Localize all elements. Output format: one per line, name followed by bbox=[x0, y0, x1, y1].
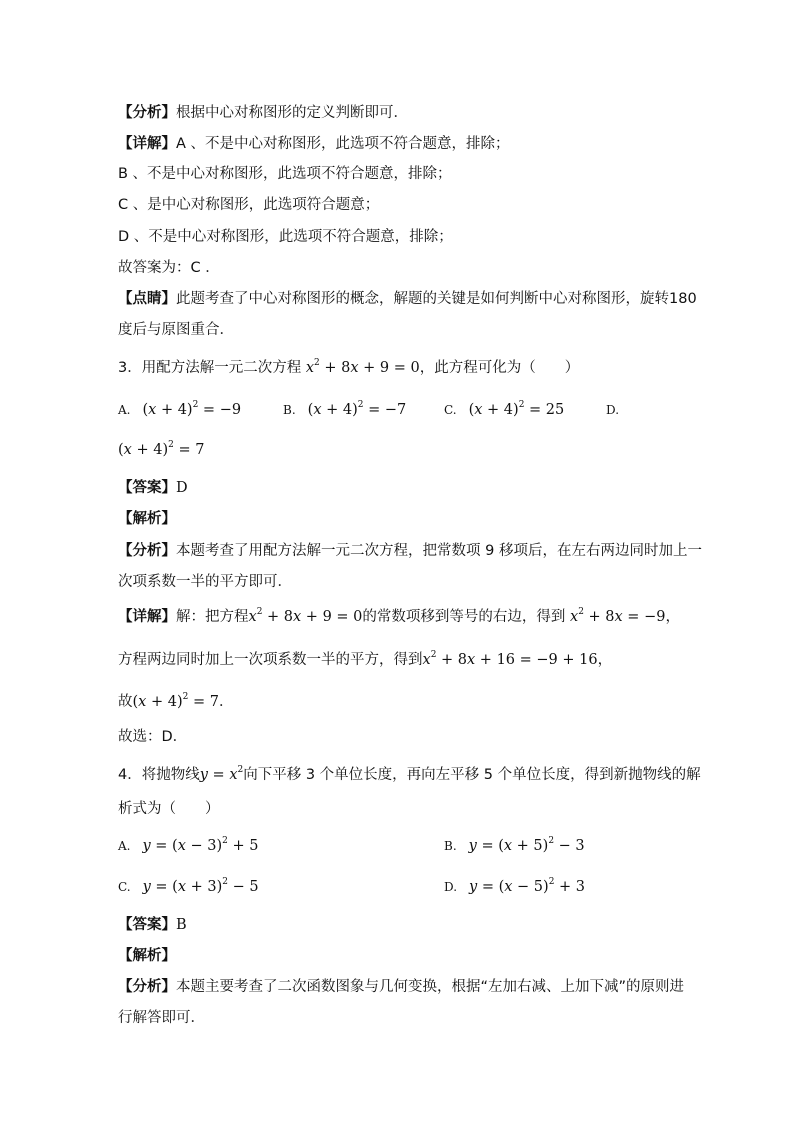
q3-option-d-key bbox=[606, 400, 631, 420]
q3-jiexi-label bbox=[118, 509, 176, 529]
q3-analysis-line-1 bbox=[118, 541, 702, 561]
q3-stem-suffix: ，此方程可化为（ ） bbox=[419, 360, 580, 376]
option-key: C. bbox=[118, 880, 131, 894]
analysis-label: 【分析】 bbox=[118, 105, 176, 121]
detail-equation: $x^2 + 8x + 16 = -9 + 16$ bbox=[422, 650, 598, 668]
option-key: C. bbox=[444, 403, 457, 417]
q2-detail-line-c: C 、是中心对称图形，此选项符合题意； bbox=[118, 197, 380, 213]
analysis-label: 【分析】 bbox=[118, 543, 176, 559]
option-expression: $(x + 4)^2 = 25$ bbox=[468, 400, 565, 418]
q4-analysis-line-1 bbox=[118, 977, 684, 997]
stem-text: 向下平移 3 个单位长度，再向左平移 5 个单位长度，得到新抛物线的解 bbox=[243, 767, 701, 783]
q4-option-c bbox=[118, 877, 259, 897]
q4-stem-line-2: 析式为（ ） bbox=[118, 801, 220, 817]
stem-equation: $y = x^2$ bbox=[199, 765, 244, 783]
answer-label: 【答案】 bbox=[118, 480, 176, 496]
detail-equation: $x^2 + 8x + 9 = 0$ bbox=[248, 607, 363, 625]
option-key: D. bbox=[606, 403, 620, 417]
comment-label: 【点睛】 bbox=[118, 291, 176, 307]
stem-text: 4．将抛物线 bbox=[118, 767, 200, 783]
q3-conclusion: 故选：D． bbox=[118, 729, 188, 745]
detail-label: 【详解】 bbox=[118, 136, 176, 152]
q4-option-a bbox=[118, 836, 258, 856]
answer-label: 【答案】 bbox=[118, 917, 176, 933]
comment-text: 此题考查了中心对称图形的概念，解题的关键是如何判断中心对称图形，旋转180 bbox=[176, 291, 697, 307]
option-key: A. bbox=[118, 403, 131, 417]
q3-analysis-line-2: 次项系数一半的平方即可． bbox=[118, 574, 292, 590]
analysis-text: 本题考查了用配方法解一元二次方程，把常数项 9 移项后，在左右两边同时加上一 bbox=[176, 543, 702, 559]
option-expression: $y = (x - 5)^2 + 3$ bbox=[469, 877, 586, 895]
q4-jiexi-label bbox=[118, 946, 176, 966]
analysis-text: 本题主要考查了二次函数图象与几何变换，根据“左加右减、上加下减”的原则进 bbox=[176, 979, 685, 995]
detail-equation: $x^2 + 8x = -9$ bbox=[565, 607, 666, 625]
q4-answer-line bbox=[118, 915, 187, 935]
option-expression: $(x + 4)^2 = -7$ bbox=[307, 400, 407, 418]
q3-detail-line-2 bbox=[118, 650, 612, 670]
q2-detail-line-d: D 、不是中心对称图形，此选项不符合题意，排除； bbox=[118, 229, 453, 245]
q3-option-b bbox=[283, 400, 406, 420]
answer-value: B bbox=[176, 917, 187, 933]
q3-stem-prefix: 3．用配方法解一元二次方程 bbox=[118, 360, 302, 376]
option-expression: $(x + 4)^2 = -9$ bbox=[142, 400, 242, 418]
detail-text: 解：把方程 bbox=[176, 609, 249, 625]
jiexi-label: 【解析】 bbox=[118, 948, 176, 964]
detail-text: 的常数项移到等号的右边，得到 bbox=[362, 609, 566, 625]
option-key: D. bbox=[444, 880, 458, 894]
option-expression: $y = (x + 5)^2 - 3$ bbox=[468, 836, 585, 854]
q3-stem bbox=[118, 358, 579, 378]
q4-option-b bbox=[444, 836, 585, 856]
analysis-label: 【分析】 bbox=[118, 979, 176, 995]
answer-value: D bbox=[176, 480, 188, 496]
option-key: B. bbox=[444, 839, 457, 853]
jiexi-label: 【解析】 bbox=[118, 511, 176, 527]
q2-analysis-line bbox=[118, 103, 408, 123]
option-key: A. bbox=[118, 839, 131, 853]
q3-stem-equation: $x^2 + 8x + 9 = 0$ bbox=[305, 358, 420, 376]
detail-text: ． bbox=[218, 694, 234, 710]
detail-option-a: A 、不是中心对称图形，此选项不符合题意，排除； bbox=[176, 136, 510, 152]
q3-option-c bbox=[444, 400, 564, 420]
option-expression: $(x + 4)^2 = 7$ bbox=[118, 440, 205, 458]
q2-detail-line-a bbox=[118, 134, 510, 154]
option-expression: $y = (x - 3)^2 + 5$ bbox=[142, 836, 259, 854]
q3-option-d-expression bbox=[118, 440, 204, 460]
q4-analysis-line-2: 行解答即可． bbox=[118, 1010, 205, 1026]
detail-text: ， bbox=[597, 652, 613, 668]
q4-option-d bbox=[444, 877, 585, 897]
q3-option-a bbox=[118, 400, 241, 420]
q3-answer-line bbox=[118, 478, 188, 498]
option-expression: $y = (x + 3)^2 - 5$ bbox=[142, 877, 259, 895]
q2-detail-line-b: B 、不是中心对称图形，此选项不符合题意，排除； bbox=[118, 166, 452, 182]
analysis-text: 根据中心对称图形的定义判断即可． bbox=[176, 105, 408, 121]
q3-detail-line-3 bbox=[118, 692, 233, 712]
q4-stem-line-1 bbox=[118, 765, 701, 785]
q2-comment-line-2: 度后与原图重合． bbox=[118, 322, 234, 338]
detail-label: 【详解】 bbox=[118, 609, 176, 625]
detail-text: 方程两边同时加上一次项系数一半的平方，得到 bbox=[118, 652, 423, 668]
q2-comment-line-1 bbox=[118, 289, 697, 309]
q3-detail-line-1 bbox=[118, 607, 680, 627]
q2-answer-line: 故答案为：C ． bbox=[118, 260, 220, 276]
detail-equation: $(x + 4)^2 = 7$ bbox=[132, 692, 219, 710]
option-key: B. bbox=[283, 403, 296, 417]
detail-text: ， bbox=[665, 609, 680, 625]
detail-text: 故 bbox=[118, 694, 133, 710]
